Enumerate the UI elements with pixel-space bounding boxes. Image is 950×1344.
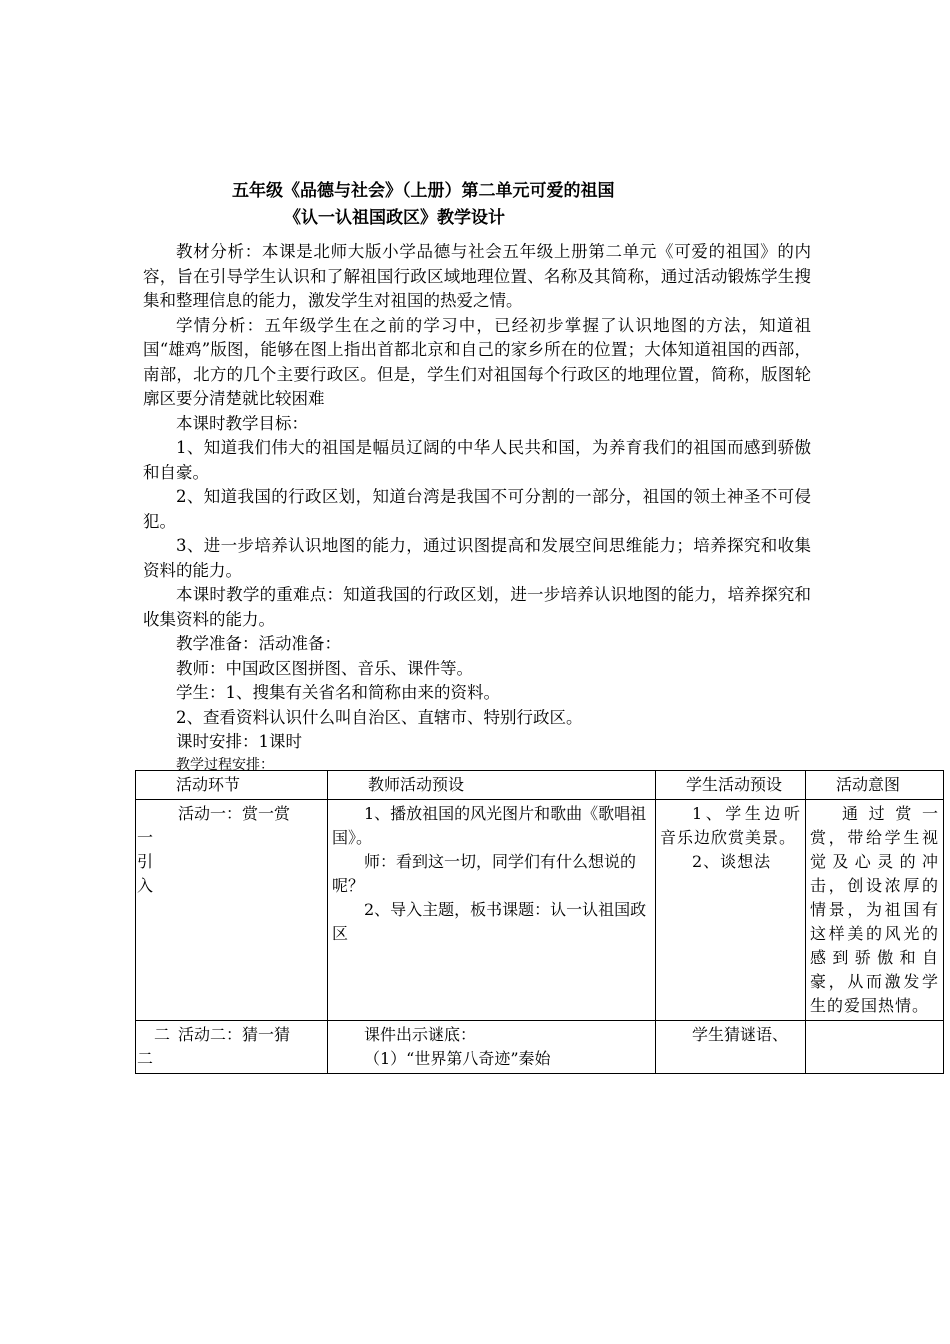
row2-stage-top: 二 <box>154 1025 171 1044</box>
paragraph-teacher-prep: 教师：中国政区图拼图、音乐、课件等。 <box>176 658 473 678</box>
document-subtitle: 《认一认祖国政区》教学设计 <box>284 208 505 228</box>
process-label: 教学过程安排： <box>176 756 274 773</box>
row2-intent-cell <box>806 1021 944 1074</box>
paragraph-key-points: 本课时教学的重难点：知道我国的行政区划，进一步培养认识地图的能力，培养探究和收集资料的能力。 <box>143 585 811 629</box>
row2-student-cell <box>656 1021 806 1074</box>
table-header-row <box>136 771 944 800</box>
row2-stage-label: 二 <box>136 1049 153 1068</box>
row1-intent-cell <box>806 800 944 1021</box>
paragraph-learner-analysis: 学情分析：五年级学生在之前的学习中，已经初步掌握了认识地图的方法，知道祖国“雄鸡”版图，能够在图上指出首都北京和自己的家乡所在的位置；大体知道祖国的西部，南部，北方的几个主要行政区。但是，学生们对祖国每个行政区的地理位置，简称，版图轮廓区要分清楚就比较困难 <box>143 315 811 408</box>
row1-teacher-line1: 1、播放祖国的风光图片和歌曲《歌唱祖国》。 <box>332 804 647 847</box>
paragraph-goals-heading: 本课时教学目标： <box>176 413 308 433</box>
row1-activity: 活动一：赏一赏 <box>178 804 291 823</box>
header-student: 学生活动预设 <box>656 771 806 800</box>
row1-student-cell <box>656 800 806 1021</box>
row2-student-text: 学生猜谜语、 <box>692 1025 789 1044</box>
row1-stage-cell <box>136 800 328 1021</box>
paragraph-goal-3: 3、进一步培养认识地图的能力，通过识图提高和发展空间思维能力；培养探究和收集资料的能力。 <box>143 536 811 580</box>
row1-intent-text: 通过赏一赏，带给学生视觉及心灵的冲击，创设浓厚的情景，为祖国有这样美的风光的感到骄傲和自豪，从而激发学生的爱国热情。 <box>810 804 939 1015</box>
row1-student-line2: 2、谈想法 <box>692 852 772 871</box>
row2-teacher-line2: （1）“世界第八奇迹”秦始 <box>364 1049 551 1068</box>
paragraph-material-analysis: 教材分析：本课是北师大版小学品德与社会五年级上册第二单元《可爱的祖国》的内容，旨在引导学生认识和了解祖国行政区域地理位置、名称及其简称，通过活动锻炼学生搜集和整理信息的能力，激发学生对祖国的热爱之情。 <box>143 242 811 310</box>
row1-stage-label: 一引入 <box>136 828 153 895</box>
header-stage: 活动环节 <box>136 771 328 800</box>
paragraph-goal-2: 2、知道我国的行政区划，知道台湾是我国不可分割的一部分，祖国的领土神圣不可侵犯。 <box>143 487 811 531</box>
row2-teacher-line1: 课件出示谜底： <box>364 1025 477 1044</box>
row2-stage-cell <box>136 1021 328 1074</box>
paragraph-goal-1: 1、知道我们伟大的祖国是幅员辽阔的中华人民共和国，为养育我们的祖国而感到骄傲和自豪。 <box>143 438 811 482</box>
row2-stage-side <box>136 1023 171 1071</box>
row2-teacher-cell <box>328 1021 656 1074</box>
process-table <box>135 770 944 1074</box>
row1-teacher-line3: 2、导入主题，板书课题：认一认祖国政区 <box>332 900 647 943</box>
paragraph-preparation: 教学准备：活动准备： <box>176 634 341 653</box>
document-title: 五年级《品德与社会》（上册）第二单元可爱的祖国 <box>232 181 615 201</box>
table-row <box>136 1021 944 1074</box>
table-row <box>136 800 944 1021</box>
document-body <box>143 240 811 775</box>
row1-teacher-line2: 师：看到这一切，同学们有什么想说的呢？ <box>332 852 637 895</box>
row1-student-line1: 1、学生边听音乐边欣赏美景。 <box>660 804 801 847</box>
paragraph-student-prep-1: 学生：1、搜集有关省名和简称由来的资料。 <box>176 683 500 702</box>
header-teacher: 教师活动预设 <box>328 771 656 800</box>
row1-teacher-cell <box>328 800 656 1021</box>
paragraph-schedule: 课时安排：1课时 <box>176 732 302 751</box>
header-intent: 活动意图 <box>806 771 944 800</box>
row2-activity: 活动二：猜一猜 <box>178 1025 291 1044</box>
paragraph-student-prep-2: 2、查看资料认识什么叫自治区、直辖市、特别行政区。 <box>176 707 583 727</box>
